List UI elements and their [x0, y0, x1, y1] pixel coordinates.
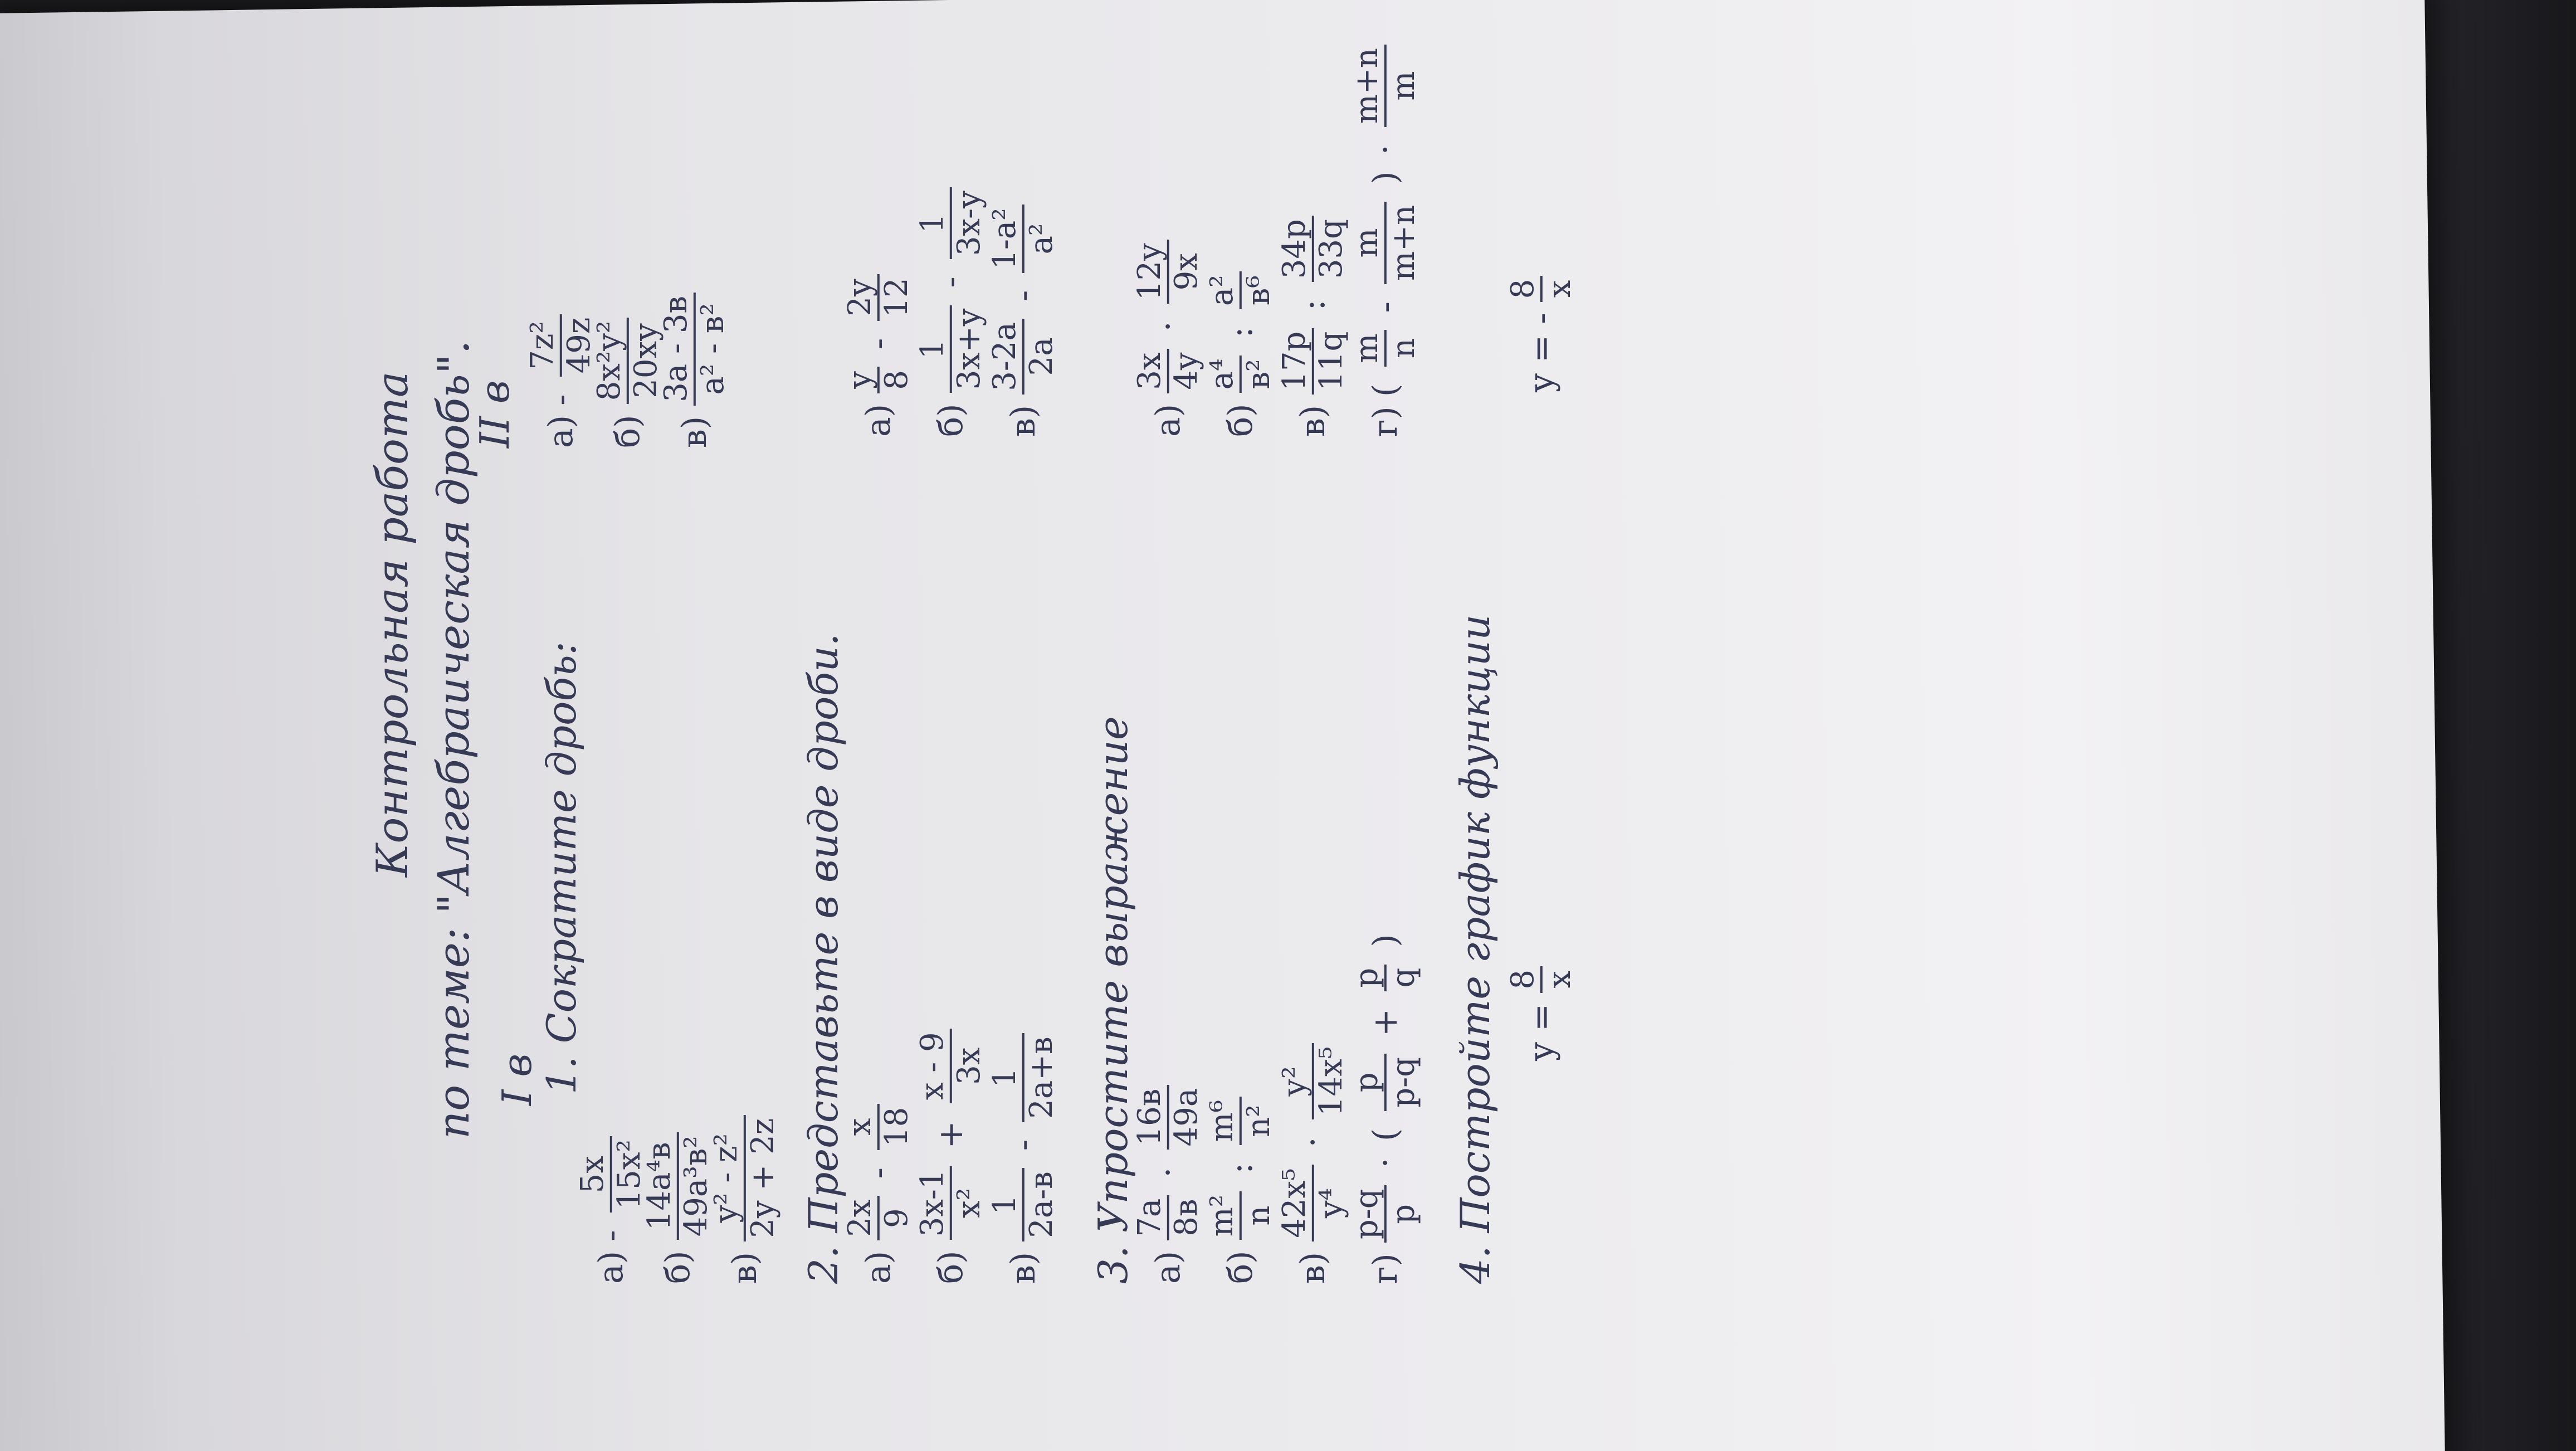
fraction [843, 1196, 914, 1240]
numerator: 8x²y² [592, 318, 629, 405]
item-label: г) [1365, 406, 1405, 437]
fraction [1133, 349, 1203, 393]
variant-2-label: II в [471, 380, 518, 448]
close-paren: ) [1365, 171, 1405, 184]
open-paren: ( [1365, 1128, 1405, 1142]
fraction [1350, 965, 1421, 991]
denominator: a² [1023, 223, 1060, 255]
item-label: б) [608, 415, 647, 448]
function-lhs: y = - [1521, 313, 1561, 392]
sign: - [541, 394, 580, 406]
numerator: 2y [843, 274, 880, 320]
denominator: 49a³в² [677, 1136, 714, 1237]
task2-v1-b [915, 1021, 986, 1284]
denominator: 3x [950, 1047, 987, 1085]
operator: · [1365, 1157, 1405, 1168]
task2-v1-a [843, 1096, 914, 1284]
fraction [1205, 271, 1276, 309]
numerator: 16в [1133, 1085, 1169, 1150]
numerator: m² [1205, 1191, 1242, 1240]
task1-v1-c [709, 1107, 780, 1284]
denominator: 12 [878, 277, 915, 318]
function-lhs: y = [1521, 1003, 1561, 1061]
denominator: n² [1240, 1104, 1277, 1137]
numerator: 1 [988, 1033, 1024, 1122]
fraction [642, 1132, 713, 1240]
fraction [988, 1033, 1058, 1122]
operator: - [858, 338, 898, 349]
denominator: a² - в² [694, 303, 731, 395]
denominator: в⁶ [1240, 275, 1277, 306]
fraction [843, 1104, 914, 1150]
denominator: m [1385, 71, 1422, 101]
close-paren: ) [1365, 934, 1405, 947]
fraction [1350, 45, 1421, 127]
denominator: 33q [1313, 219, 1349, 279]
fraction [843, 274, 914, 320]
fraction [1133, 240, 1203, 304]
item-label: а) [858, 1250, 898, 1284]
numerator: 34p [1277, 216, 1314, 282]
fraction [915, 305, 986, 393]
task2-v1-c [988, 1025, 1058, 1284]
denominator: p-q [1385, 1057, 1422, 1108]
operator: · [1293, 1137, 1333, 1148]
task2-v2-c [988, 197, 1058, 437]
numerator: 7a [1133, 1195, 1169, 1240]
item-label: б) [1221, 1250, 1260, 1284]
numerator: 3a - 3в [659, 293, 696, 406]
denominator: 8в [1168, 1199, 1204, 1236]
variant-1-label: I в [494, 1053, 540, 1106]
task1-v2-b [592, 310, 663, 448]
item-label: а) [591, 1250, 631, 1284]
numerator: 1 [915, 187, 952, 259]
fraction [709, 1115, 780, 1241]
fraction [1277, 328, 1348, 395]
fraction [1350, 1185, 1421, 1243]
fraction [1506, 966, 1577, 993]
numerator: a⁴ [1205, 356, 1242, 393]
sign: - [591, 1230, 631, 1241]
fraction [1350, 202, 1421, 284]
item-label: в) [1003, 405, 1043, 437]
numerator: m [1350, 330, 1387, 366]
numerator: 1 [988, 1168, 1024, 1241]
operator: · [1365, 144, 1405, 155]
fraction [575, 1136, 646, 1213]
denominator: 11q [1313, 331, 1349, 391]
denominator: 14x⁵ [1313, 1046, 1349, 1117]
fraction [1205, 356, 1276, 393]
item-label: б) [931, 1250, 970, 1284]
task1-header: 1. Сократите дробь: [538, 641, 585, 1094]
task2-v2-b [915, 179, 986, 437]
operator: - [931, 276, 970, 288]
fraction [1277, 1165, 1348, 1241]
item-label: в) [725, 1252, 764, 1284]
numerator: 1-a² [988, 204, 1024, 272]
item-label: в) [1293, 405, 1333, 437]
item-label: а) [541, 415, 580, 448]
denominator: 15x² [611, 1140, 647, 1210]
open-paren: ( [1365, 383, 1405, 397]
fraction [1205, 1191, 1276, 1240]
numerator: 8 [1506, 966, 1543, 993]
numerator: m⁶ [1205, 1097, 1242, 1146]
numerator: 42x⁵ [1277, 1165, 1314, 1241]
operator: · [1148, 1167, 1188, 1178]
task3-v1-c [1277, 1035, 1348, 1284]
task3-v1-b [1205, 1089, 1276, 1284]
denominator: 20xy [627, 323, 664, 398]
denominator: y⁴ [1313, 1188, 1349, 1219]
fraction [915, 1029, 986, 1103]
denominator: в² [1240, 359, 1277, 389]
denominator: x [1541, 280, 1578, 298]
denominator: m+n [1385, 204, 1422, 281]
item-label: а) [1148, 1250, 1188, 1284]
task1-v2-a [525, 306, 596, 448]
fraction [1133, 1085, 1203, 1150]
denominator: 9 [878, 1208, 915, 1228]
denominator: x² [950, 1187, 987, 1218]
numerator: 3-2a [988, 319, 1024, 395]
numerator: y² [1277, 1043, 1314, 1119]
numerator: 2x [843, 1196, 880, 1240]
denominator: 8 [878, 370, 915, 390]
denominator: p [1385, 1204, 1422, 1224]
denominator: 18 [878, 1107, 915, 1147]
numerator: 14a⁴в [642, 1132, 679, 1240]
operator: · [1148, 321, 1188, 332]
task3-header: 3. Упростите выражение [1090, 716, 1136, 1284]
item-label: в) [1293, 1252, 1333, 1284]
fraction [1133, 1195, 1203, 1240]
fraction [659, 293, 730, 406]
denominator: x [1541, 971, 1578, 989]
denominator: 2a+в [1023, 1036, 1060, 1119]
fraction [1205, 1097, 1276, 1146]
numerator: 8 [1506, 276, 1543, 303]
fraction [1506, 276, 1577, 303]
task3-v2-b [1205, 264, 1276, 437]
item-label: г) [1365, 1253, 1405, 1284]
denominator: 2a [1023, 337, 1060, 376]
task1-v1-a [575, 1128, 646, 1284]
task3-v2-a [1133, 232, 1203, 437]
fraction [915, 1166, 986, 1240]
operator: + [931, 1121, 970, 1149]
operator: - [1003, 1139, 1043, 1151]
denominator: n [1385, 338, 1422, 359]
task3-v1-d [1350, 927, 1421, 1284]
operator: - [1003, 290, 1043, 302]
worksheet-title: Контрольная работа [368, 371, 418, 877]
denominator: 3x-y [950, 191, 987, 256]
item-label: б) [658, 1250, 697, 1284]
denominator: 3x+y [950, 308, 987, 390]
operator: : [1221, 1162, 1260, 1174]
numerator: p [1350, 1054, 1387, 1111]
denominator: 4y [1168, 352, 1204, 390]
numerator: 7z² [525, 314, 562, 377]
task4-v2-function [1506, 268, 1577, 392]
denominator: 2a-в [1023, 1171, 1060, 1238]
numerator: x - 9 [915, 1029, 952, 1103]
worksheet-subtitle: по теме: "Алгебраическая дробь". [429, 340, 479, 1139]
fraction [988, 319, 1058, 395]
denominator: n [1240, 1205, 1277, 1226]
fraction [843, 367, 914, 393]
numerator: 3x-1 [915, 1166, 952, 1240]
fraction [1277, 216, 1348, 282]
numerator: 1 [915, 305, 952, 393]
fraction [988, 1168, 1058, 1241]
operator: - [1365, 301, 1405, 313]
fraction [525, 314, 596, 377]
denominator: 2y + 2z [744, 1118, 781, 1238]
task1-v1-b [642, 1124, 713, 1284]
numerator: p-q [1350, 1185, 1387, 1243]
fraction [592, 318, 663, 405]
task1-v2-c [659, 285, 730, 448]
numerator: m [1350, 202, 1387, 284]
item-label: а) [858, 403, 898, 437]
numerator: 12y [1133, 240, 1169, 304]
task4-header: 4. Постройте график функции [1452, 614, 1499, 1284]
item-label: в) [1003, 1252, 1043, 1284]
denominator: q [1385, 967, 1422, 988]
task3-v2-c [1277, 208, 1348, 437]
numerator: 5x [575, 1136, 612, 1213]
numerator: p [1350, 965, 1387, 991]
task3-v1-a [1133, 1077, 1203, 1284]
item-label: в) [675, 416, 714, 448]
operator: : [1293, 299, 1333, 311]
fraction [1350, 1054, 1421, 1111]
task2-header: 2. Представьте в виде дроби. [800, 633, 847, 1284]
numerator: 17p [1277, 328, 1314, 395]
numerator: a² [1205, 271, 1242, 309]
operator: + [1365, 1008, 1405, 1036]
denominator: 49z [560, 317, 597, 374]
operator: : [1221, 327, 1260, 338]
item-label: б) [931, 403, 970, 437]
task3-v2-d [1350, 37, 1421, 437]
numerator: m+n [1350, 45, 1387, 127]
fraction [1277, 1043, 1348, 1119]
numerator: y² - z² [709, 1115, 746, 1241]
task2-v2-a [843, 266, 914, 437]
numerator: x [843, 1104, 880, 1150]
operator: - [858, 1167, 898, 1179]
denominator: 9x [1168, 253, 1204, 291]
fraction [1350, 330, 1421, 366]
fraction [915, 187, 986, 259]
item-label: б) [1221, 403, 1260, 437]
task4-v1-function [1506, 958, 1577, 1061]
numerator: 3x [1133, 349, 1169, 393]
item-label: а) [1148, 403, 1188, 437]
fraction [988, 204, 1058, 272]
numerator: y [843, 367, 880, 393]
denominator: 49a [1168, 1088, 1204, 1147]
